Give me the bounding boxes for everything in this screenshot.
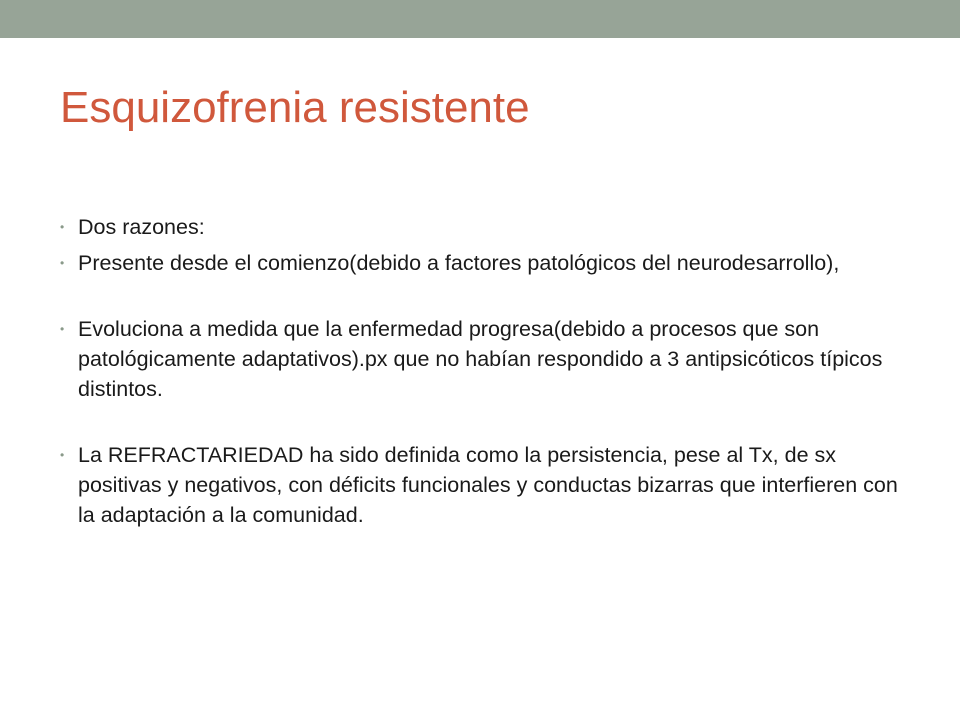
bullet-text: Presente desde el comienzo(debido a factores patológicos del neurodesarrollo), [78,251,840,275]
slide-title: Esquizofrenia resistente [60,83,530,132]
bullet-marker-icon: • [60,256,65,270]
bullet-text: La REFRACTARIEDAD ha sido definida como la persistencia, pese al Tx, de sx positivas y negativos, con déficits funcionales y conductas bizarras que interfieren con la adaptación a la comunidad. [78,443,898,527]
bullet-item [60,440,920,530]
top-accent-bar [0,0,960,38]
bullet-item [60,248,920,278]
bullet-item [60,314,920,404]
bullet-item [60,212,920,242]
bullet-text: Dos razones: [78,215,205,239]
bullet-marker-icon: • [60,322,65,336]
bullet-list [60,212,920,536]
bullet-marker-icon: • [60,448,65,462]
bullet-marker-icon: • [60,220,65,234]
bullet-text: Evoluciona a medida que la enfermedad progresa(debido a procesos que son patológicamente adaptativos).px que no habían respondido a 3 antipsicóticos típicos distintos. [78,317,883,401]
